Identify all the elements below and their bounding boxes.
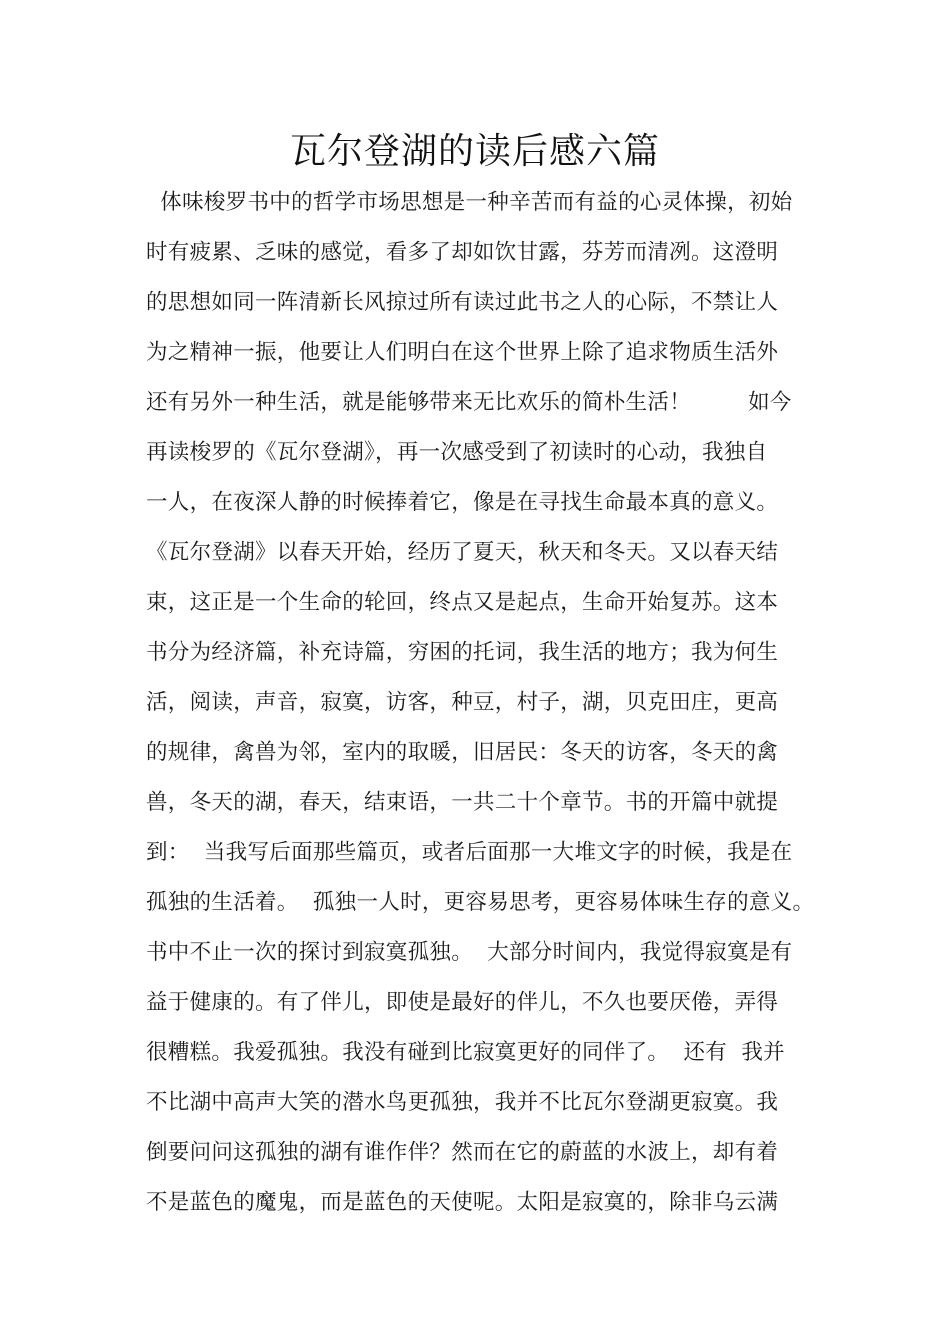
text-line: 不是蓝色的魔鬼，而是蓝色的天使呢。太阳是寂寞的，除非乌云满 [146,1190,779,1215]
document-title: 瓦尔登湖的读后感六篇 [289,131,660,172]
text-line: 很糟糕。我爱孤独。我没有碰到比寂寞更好的同伴了。 还有 我并 [146,1040,785,1065]
text-line: 还有另外一种生活，就是能够带来无比欢乐的简朴生活！ 如今 [146,390,792,415]
text-line: 再读梭罗的《瓦尔登湖》，再一次感受到了初读时的心动，我独自 [146,440,768,465]
text-line: 的规律，禽兽为邻，室内的取暖，旧居民：冬天的访客，冬天的禽 [146,740,779,765]
text-line: 束，这正是一个生命的轮回，终点又是起点，生命开始复苏。这本 [146,590,779,615]
text-line: 倒要问问这孤独的湖有谁作伴？然而在它的蔚蓝的水波上，却有着 [146,1140,779,1165]
text-line: 《瓦尔登湖》以春天开始，经历了夏天，秋天和冬天。又以春天结 [146,540,779,565]
text-line: 的思想如同一阵清新长风掠过所有读过此书之人的心际，不禁让人 [146,290,779,315]
text-line: 为之精神一振，他要让人们明白在这个世界上除了追求物质生活外 [146,340,779,365]
text-line: 到： 当我写后面那些篇页，或者后面那一大堆文字的时候，我是在 [146,840,793,865]
text-line: 时有疲累、乏味的感觉，看多了却如饮甘露，芬芳而清冽。这澄明 [146,240,779,265]
text-line: 兽，冬天的湖，春天，结束语，一共二十个章节。书的开篇中就提 [146,790,779,815]
document-body [146,178,836,1228]
text-line: 孤独的生活着。 孤独一人时，更容易思考，更容易体味生存的意义。 [146,890,815,915]
text-line: 书分为经济篇，补充诗篇，穷困的托词，我生活的地方；我为何生 [146,640,779,665]
text-line: 书中不止一次的探讨到寂寞孤独。 大部分时间内，我觉得寂寞是有 [146,940,793,965]
text-line: 不比湖中高声大笑的潜水鸟更孤独，我并不比瓦尔登湖更寂寞。我 [146,1090,779,1115]
text-line: 益于健康的。有了伴儿，即使是最好的伴儿，不久也要厌倦，弄得 [146,990,779,1015]
text-line: 活，阅读，声音，寂寞，访客，种豆，村子，湖，贝克田庄，更高 [146,690,779,715]
text-line: 体味梭罗书中的哲学市场思想是一种辛苦而有益的心灵体操，初始 [146,190,793,215]
text-line: 一人，在夜深人静的时候捧着它，像是在寻找生命最本真的意义。 [146,490,779,515]
